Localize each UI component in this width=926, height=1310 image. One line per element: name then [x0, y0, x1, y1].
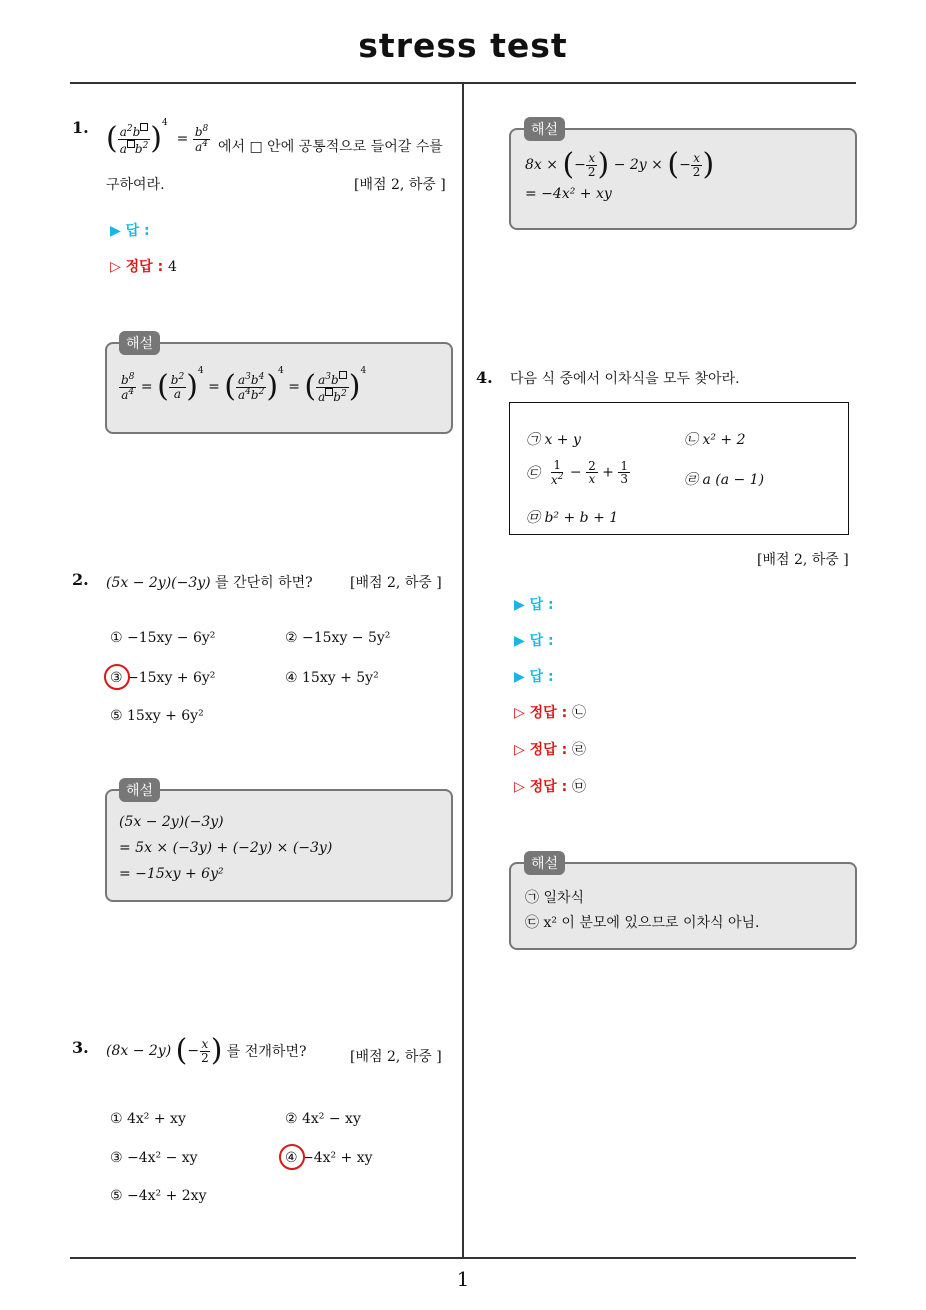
solution-tag-1: 해설	[119, 331, 160, 355]
solution-tag-3: 해설	[524, 117, 565, 141]
option-nieun: ㉡ x² + 2	[684, 432, 746, 448]
solution-3-line-1: 8x × (− $\frac{x}{2}$ ) − 2y × (− $\frac{x}{2}$ )	[525, 147, 715, 182]
page-title: stress test	[358, 26, 568, 65]
choice-4[interactable]: ④ 15xy + 5y²	[285, 670, 379, 686]
question-2-text: (5x − 2y)(−3y) 를 간단히 하면?	[106, 575, 313, 591]
solution-4-line-1: ㉠ 일차식	[525, 890, 585, 906]
options-box	[509, 402, 849, 535]
solution-4-line-2: ㉢ x² 이 분모에 있으므로 이차식 아님.	[525, 915, 760, 931]
column-divider	[462, 83, 464, 1258]
page-number: 1	[456, 1267, 470, 1291]
choice-5[interactable]: ⑤ 15xy + 6y²	[110, 708, 204, 724]
question-3-meta: [배점 2, 하중 ]	[350, 1049, 442, 1065]
question-3-text: (8x − 2y) (− $\frac{x}{2}$ ) 를 전개하면?	[106, 1033, 307, 1068]
solution-box-2	[105, 789, 453, 902]
answer-field-2[interactable]: ▶ 답 :	[514, 633, 554, 649]
choice-5[interactable]: ⑤ −4x² + 2xy	[110, 1188, 207, 1204]
question-2-number: 2.	[72, 570, 89, 589]
solution-tag-4: 해설	[524, 851, 565, 875]
choice-3[interactable]: ③ −15xy + 6y²	[110, 670, 216, 686]
question-1-number: 1.	[72, 118, 89, 137]
option-digeut: ㉢ $\frac{1}{x^2}$ − $\frac{2}{x}$ + $\frac{1}{3}$	[526, 458, 628, 487]
question-2-meta: [배점 2, 하중 ]	[350, 575, 442, 591]
question-1-expression: ( $\frac{a^2b}{a b^2}$ )$^4$ = $\frac{b^8}{a^4}$	[106, 118, 209, 156]
question-1-text: 에서 □ 안에 공통적으로 들어갈 수를	[218, 139, 443, 155]
choice-3[interactable]: ③ −4x² − xy	[110, 1150, 198, 1166]
answer-field-1[interactable]: ▶ 답 :	[514, 597, 554, 613]
question-4-text: 다음 식 중에서 이차식을 모두 찾아라.	[510, 371, 740, 387]
correct-answer-1: ▷ 정답 : ㉡	[514, 705, 587, 721]
choice-2[interactable]: ② −15xy − 5y²	[285, 630, 391, 646]
option-mieum: ㉤ b² + b + 1	[526, 510, 619, 526]
solution-2-line-3: = −15xy + 6y²	[119, 866, 224, 882]
question-1-text-cont: 구하여라.	[106, 177, 165, 193]
answer-field-1[interactable]: ▶ 답 :	[110, 223, 150, 239]
choice-1[interactable]: ① −15xy − 6y²	[110, 630, 216, 646]
option-rieul: ㉣ a (a − 1)	[684, 472, 765, 488]
question-4-number: 4.	[476, 368, 493, 387]
answer-field-3[interactable]: ▶ 답 :	[514, 669, 554, 685]
solution-box-4	[509, 862, 857, 950]
question-4-meta: [배점 2, 하중 ]	[757, 552, 849, 568]
selected-mark	[279, 1144, 305, 1170]
solution-2-line-2: = 5x × (−3y) + (−2y) × (−3y)	[119, 840, 333, 856]
footer-rule	[70, 1257, 856, 1259]
correct-answer-2: ▷ 정답 : ㉣	[514, 742, 587, 758]
solution-box-1	[105, 342, 453, 434]
question-1-meta: [배점 2, 하중 ]	[354, 177, 446, 193]
choice-2[interactable]: ② 4x² − xy	[285, 1111, 361, 1127]
correct-answer-3: ▷ 정답 : ㉤	[514, 779, 587, 795]
solution-3-line-2: = −4x² + xy	[525, 186, 612, 202]
correct-answer-1: ▷ 정답 : 4	[110, 259, 177, 275]
question-3-expression: (8x − 2y)	[106, 1043, 172, 1059]
solution-tag-2: 해설	[119, 778, 160, 802]
solution-2-line-1: (5x − 2y)(−3y)	[119, 814, 224, 830]
question-2-expression: (5x − 2y)(−3y)	[106, 575, 211, 591]
solution-box-3	[509, 128, 857, 230]
selected-mark	[104, 664, 130, 690]
question-3-number: 3.	[72, 1038, 89, 1057]
option-giyeok: ㉠ x + y	[526, 432, 581, 448]
choice-1[interactable]: ① 4x² + xy	[110, 1111, 186, 1127]
choice-4[interactable]: ④ −4x² + xy	[285, 1150, 373, 1166]
solution-1-expression: $\frac{b^8}{a^4}$ = ( $\frac{b^2}{a}$ )$^4$ = ( $\frac{a^3b^4}{a^4b^2}$ )$^4$ = ( $\frac{a^3b}{a b^2}$ )$^4$	[121, 366, 367, 404]
